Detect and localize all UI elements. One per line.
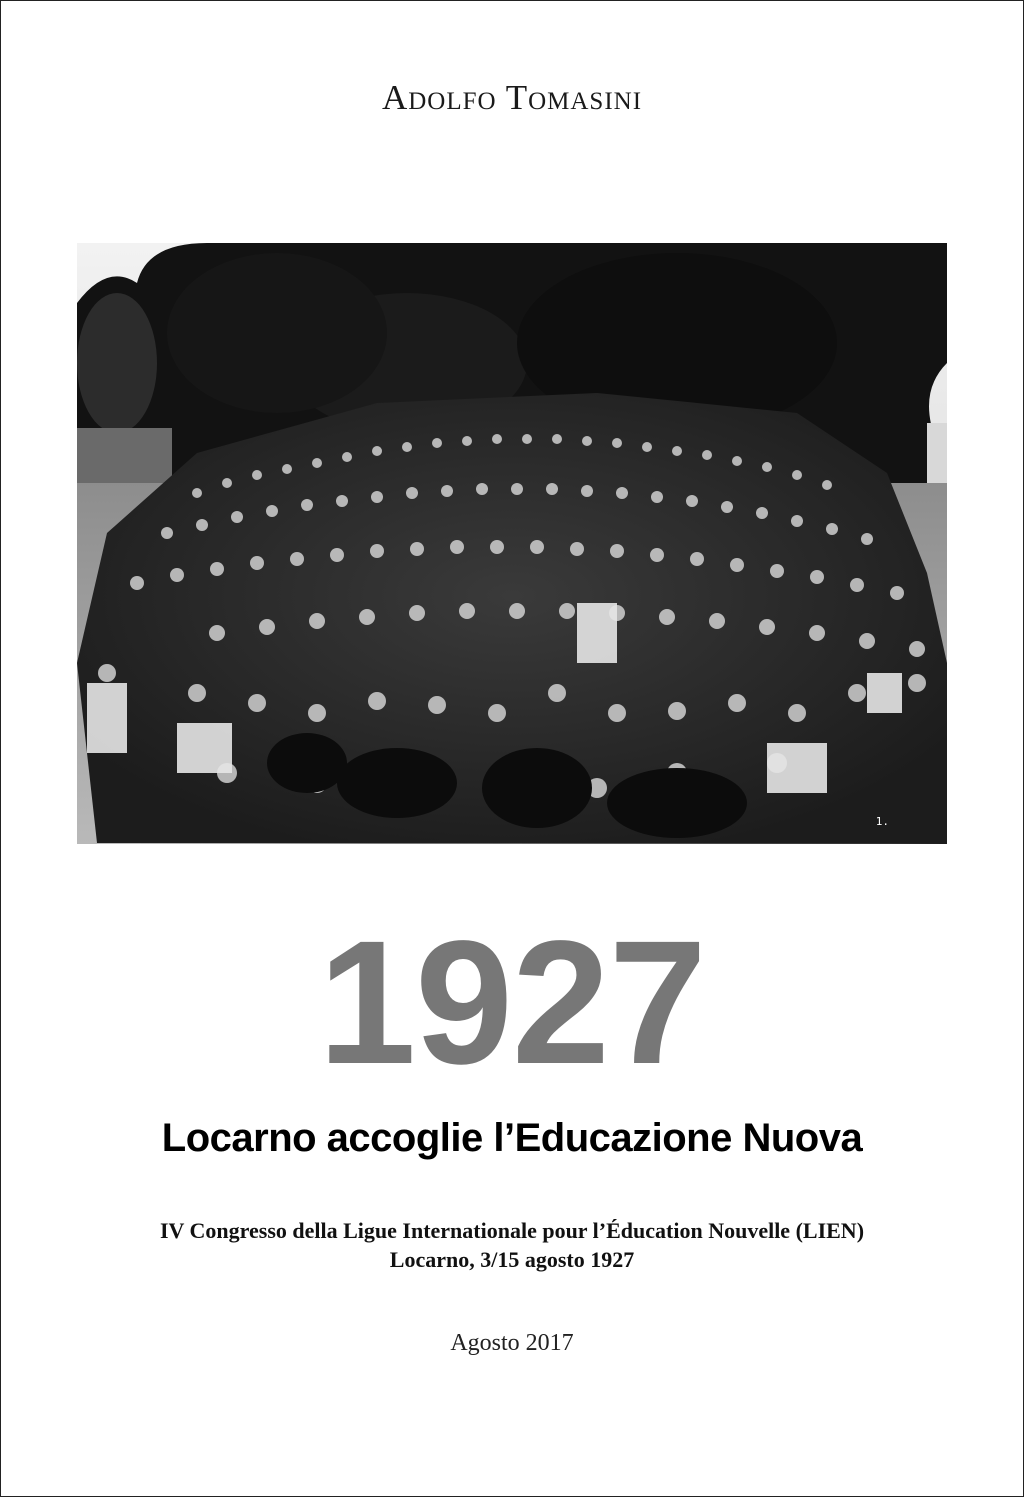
subtitle-line-2: Locarno, 3/15 agosto 1927	[389, 1247, 635, 1272]
publication-date: Agosto 2017	[450, 1330, 574, 1356]
book-title: Locarno accoglie l’Educazione Nuova	[161, 1116, 863, 1160]
author-name: Adolfo Tomasini	[381, 78, 643, 117]
subtitle	[0, 1216, 1024, 1274]
photo-number: 1.	[875, 815, 889, 828]
cover-year: 1927	[318, 905, 706, 1101]
subtitle-line-1: IV Congresso della Ligue Internationale pour l’Éducation Nouvelle (LIEN)	[159, 1218, 865, 1243]
cover-photo	[77, 243, 947, 844]
